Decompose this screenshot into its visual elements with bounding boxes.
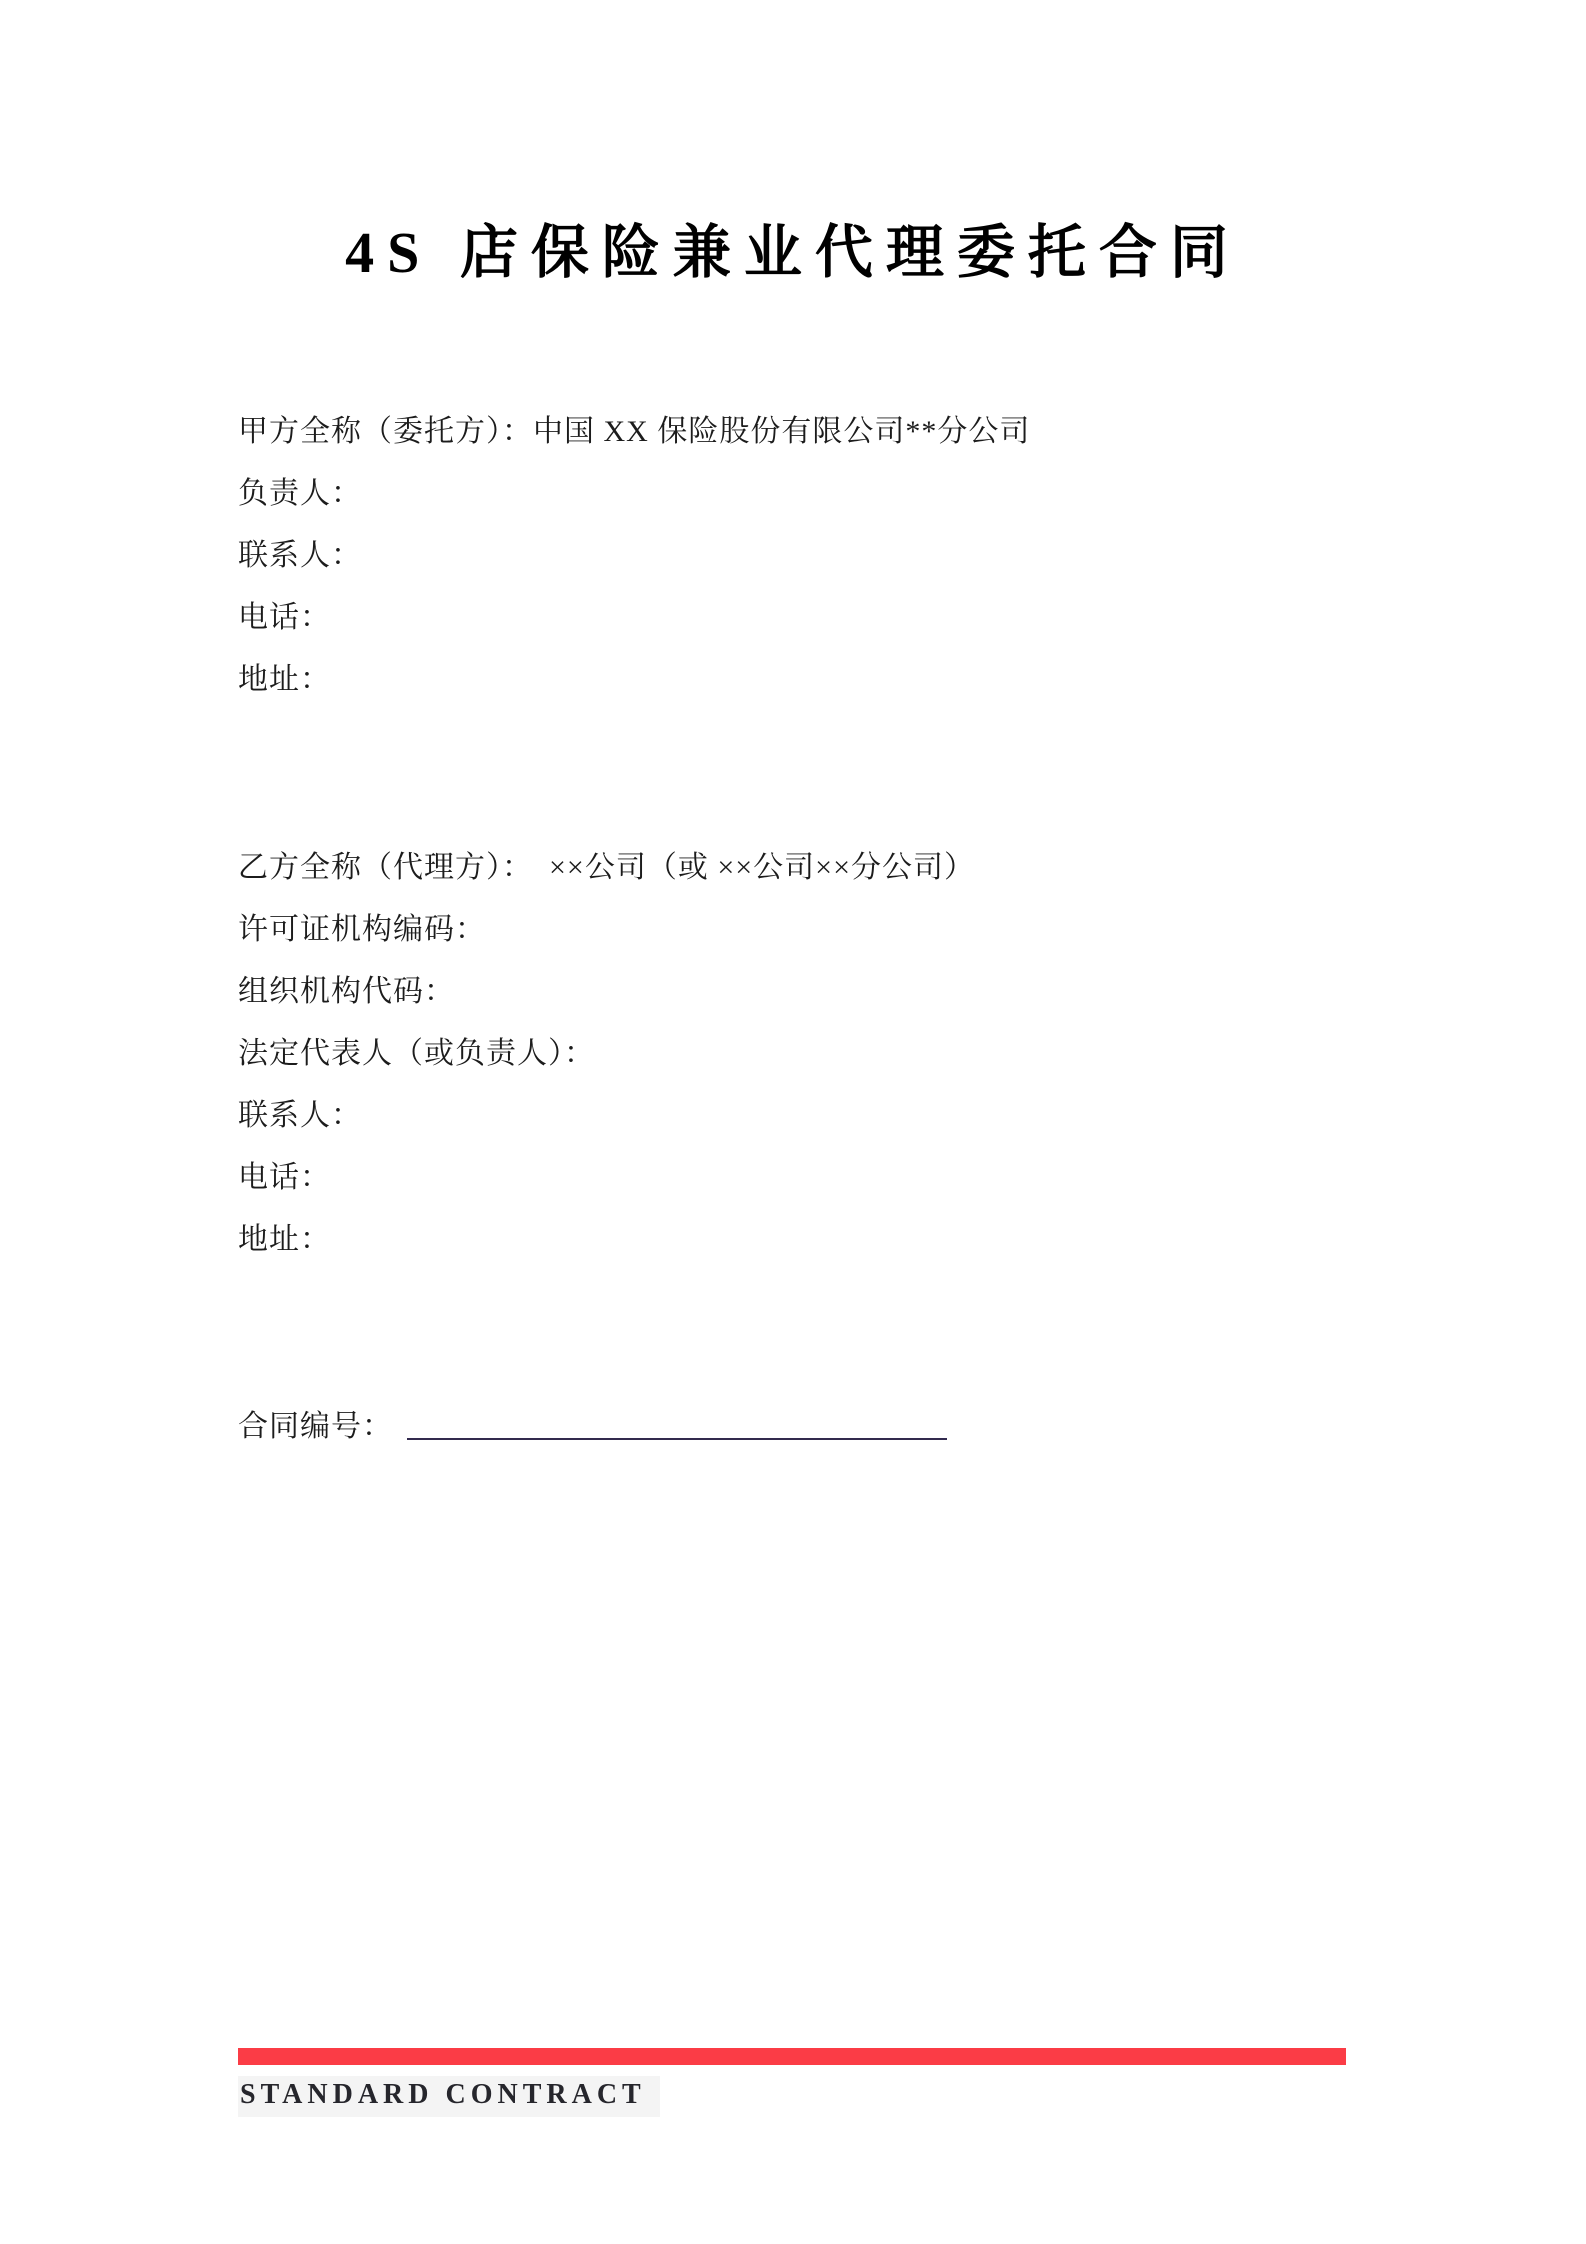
party-a-field-phone: 电话： (238, 601, 331, 634)
party-b-field-legal-rep: 法定代表人（或负责人）： (238, 1037, 595, 1070)
party-b-field-contact: 联系人： (238, 1099, 362, 1132)
party-a-section (238, 401, 1386, 711)
party-a-full-name: 甲方全称（委托方）：中国 XX 保险股份有限公司**分公司 (238, 415, 1031, 448)
footer-watermark-label: STANDARD CONTRACT (238, 2076, 660, 2117)
party-a-field-responsible: 负责人： (238, 477, 362, 510)
party-a-field-address: 地址： (238, 663, 331, 696)
party-b-field-license-code: 许可证机构编码： (238, 913, 486, 946)
party-b-field-address: 地址： (238, 1223, 331, 1256)
party-a-field-contact: 联系人： (238, 539, 362, 572)
footer-accent-bar (238, 2048, 1346, 2065)
footer-watermark (238, 2078, 660, 2112)
party-b-full-name: 乙方全称（代理方）： ××公司（或 ××公司××分公司） (238, 851, 976, 884)
contract-number-blank-line (407, 1438, 947, 1440)
party-b-field-org-code: 组织机构代码： (238, 975, 455, 1008)
document-title: 4S 店保险兼业代理委托合同 (345, 220, 1241, 285)
contract-number-label: 合同编号： (238, 1410, 393, 1443)
party-b-field-phone: 电话： (238, 1161, 331, 1194)
party-b-section (238, 837, 1386, 1271)
contract-number-row (238, 1396, 1386, 1458)
